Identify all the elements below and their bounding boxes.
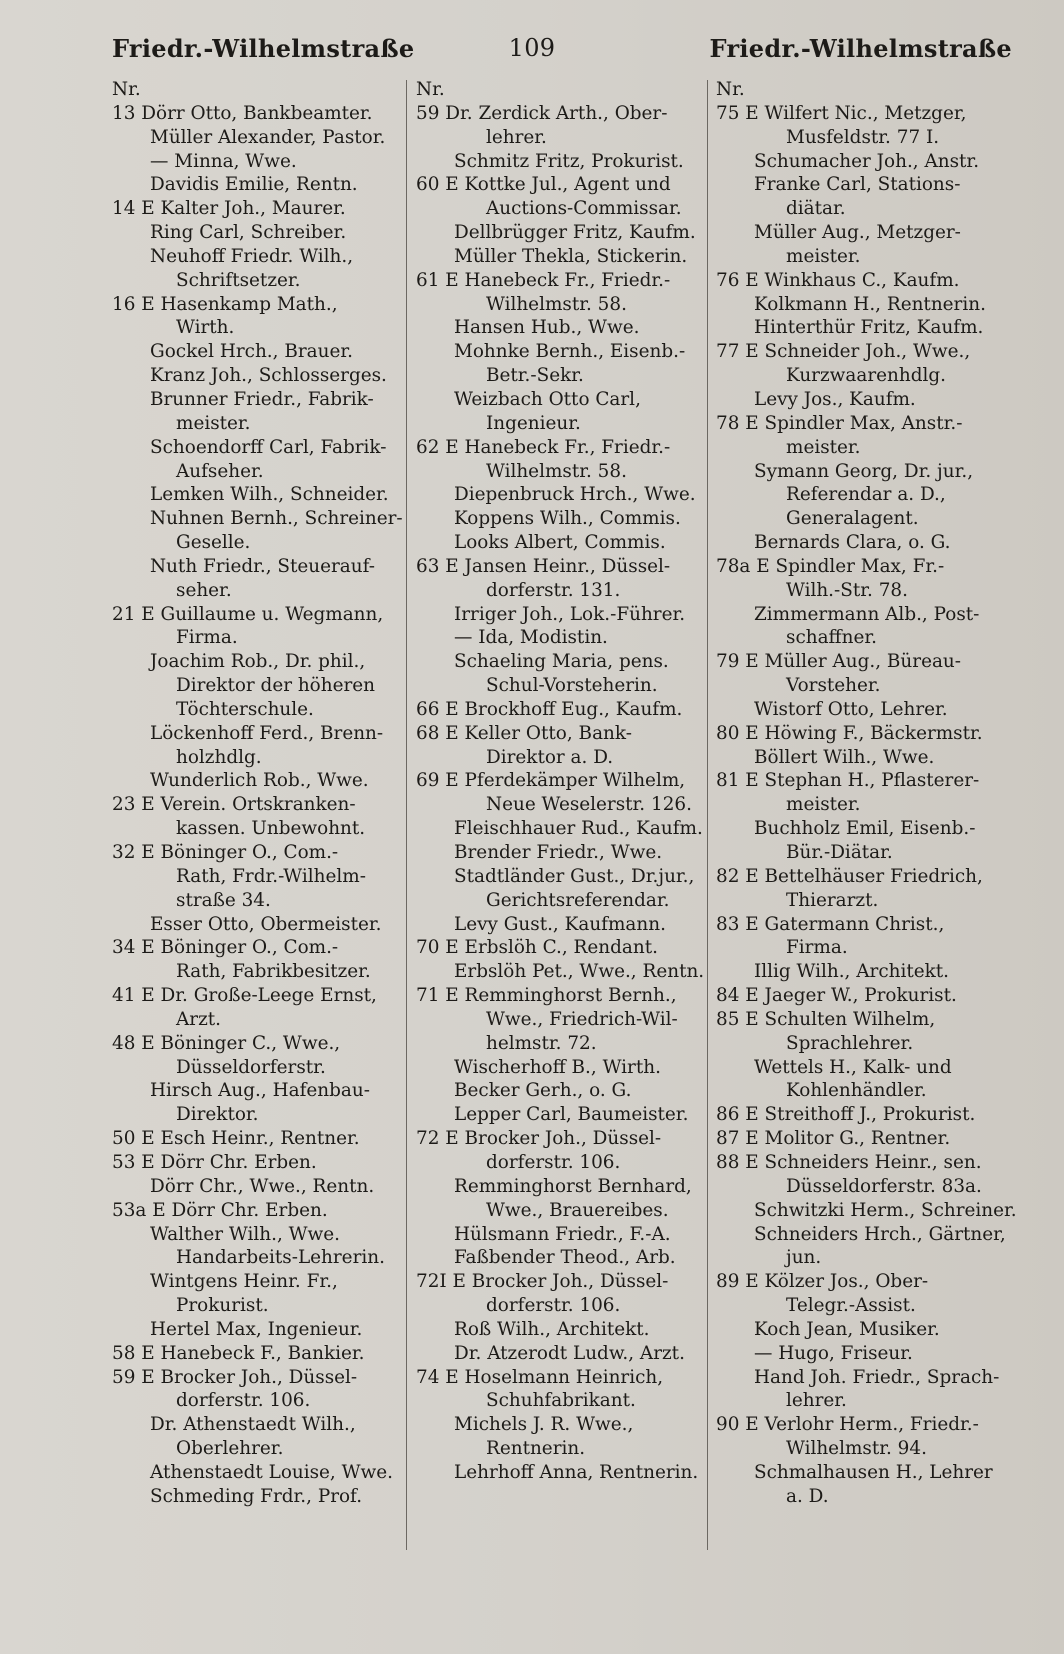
directory-line: Dr. Athenstaedt Wilh., — [150, 1414, 356, 1436]
directory-line: Schneiders Hrch., Gärtner, — [754, 1223, 1006, 1245]
directory-line: Franke Carl, Stations- — [754, 174, 961, 196]
directory-line: Hansen Hub., Wwe. — [454, 317, 640, 339]
directory-line: 81 E Stephan H., Pflasterer- — [716, 770, 980, 792]
column-divider — [707, 80, 708, 1550]
directory-line: 72I E Brocker Joh., Düssel- — [416, 1271, 669, 1293]
directory-line: kassen. Unbewohnt. — [176, 818, 366, 840]
directory-line: Betr.-Sekr. — [486, 365, 584, 387]
directory-line: Nuhnen Bernh., Schreiner- — [150, 508, 403, 530]
directory-line: Böllert Wilh., Wwe. — [754, 746, 935, 768]
directory-line: 76 E Winkhaus C., Kaufm. — [716, 269, 960, 291]
directory-line: 53 E Dörr Chr. Erben. — [112, 1151, 317, 1173]
directory-line: dorferstr. 131. — [486, 579, 621, 601]
directory-line: Diepenbruck Hrch., Wwe. — [454, 484, 696, 506]
directory-line: Handarbeits-Lehrerin. — [176, 1247, 385, 1269]
directory-line: 88 E Schneiders Heinr., sen. — [716, 1151, 982, 1173]
directory-line: Bernards Clara, o. G. — [754, 532, 951, 554]
directory-line: Gockel Hrch., Brauer. — [150, 341, 353, 363]
directory-line: Schumacher Joh., Anstr. — [754, 150, 980, 172]
directory-line: Athenstaedt Louise, Wwe. — [150, 1461, 394, 1483]
directory-line: Dörr Chr., Wwe., Rentn. — [150, 1175, 375, 1197]
directory-line: Töchterschule. — [176, 698, 314, 720]
directory-line: 70 E Erbslöh C., Rendant. — [416, 937, 658, 959]
directory-line: Schriftsetzer. — [176, 269, 301, 291]
directory-line: 34 E Böninger O., Com.- — [112, 937, 339, 959]
directory-line: Symann Georg, Dr. jur., — [754, 460, 974, 482]
directory-line: Rath, Fabrikbesitzer. — [176, 961, 371, 983]
directory-line: Wilh.-Str. 78. — [786, 579, 908, 601]
directory-line: lehrer. — [786, 1390, 847, 1412]
directory-line: Ingenieur. — [486, 412, 581, 434]
directory-line: diätar. — [786, 198, 846, 220]
directory-line: meister. — [786, 436, 861, 458]
directory-line: Schuhfabrikant. — [486, 1390, 636, 1412]
directory-line: Kohlenhändler. — [786, 1080, 927, 1102]
directory-line: Firma. — [786, 937, 848, 959]
directory-line: Schwitzki Herm., Schreiner. — [754, 1199, 1017, 1221]
directory-line: 71 E Remminghorst Bernh., — [416, 985, 677, 1007]
directory-line: 68 E Keller Otto, Bank- — [416, 722, 632, 744]
directory-line: Schmitz Fritz, Prokurist. — [454, 150, 684, 172]
directory-line: Lemken Wilh., Schneider. — [150, 484, 389, 506]
directory-line: Wilhelmstr. 94. — [786, 1438, 927, 1460]
directory-line: Zimmermann Alb., Post- — [754, 603, 980, 625]
directory-line: Generalagent. — [786, 508, 919, 530]
directory-line: Wunderlich Rob., Wwe. — [150, 770, 369, 792]
directory-line: Rentnerin. — [486, 1438, 586, 1460]
directory-line: 83 E Gatermann Christ., — [716, 913, 945, 935]
directory-line: meister. — [176, 412, 251, 434]
directory-line: 50 E Esch Heinr., Rentner. — [112, 1128, 360, 1150]
directory-line: 14 E Kalter Joh., Maurer. — [112, 198, 346, 220]
directory-line: Schul-Vorsteherin. — [486, 675, 658, 697]
directory-line: Schmalhausen H., Lehrer — [754, 1461, 993, 1483]
directory-line: — Hugo, Friseur. — [754, 1342, 913, 1364]
directory-line: Davidis Emilie, Rentn. — [150, 174, 358, 196]
directory-line: Koppens Wilh., Commis. — [454, 508, 681, 530]
directory-line: Esser Otto, Obermeister. — [150, 913, 382, 935]
directory-line: 62 E Hanebeck Fr., Friedr.- — [416, 436, 671, 458]
directory-line: Neue Weselerstr. 126. — [486, 794, 692, 816]
directory-line: 59 Dr. Zerdick Arth., Ober- — [416, 102, 668, 124]
directory-line: Lehrhoff Anna, Rentnerin. — [454, 1461, 699, 1483]
directory-line: 69 E Pferdekämper Wilhelm, — [416, 770, 686, 792]
directory-line: Prokurist. — [176, 1295, 269, 1317]
directory-line: Wintgens Heinr. Fr., — [150, 1271, 338, 1293]
column-divider — [406, 80, 407, 1550]
directory-line: Wirth. — [176, 317, 235, 339]
directory-line: Düsseldorferstr. — [176, 1056, 326, 1078]
directory-line: Referendar a. D., — [786, 484, 946, 506]
directory-line: Müller Aug., Metzger- — [754, 222, 961, 244]
directory-line: Levy Jos., Kaufm. — [754, 388, 916, 410]
directory-line: Vorsteher. — [786, 675, 881, 697]
directory-line: 41 E Dr. Große-Leege Ernst, — [112, 985, 377, 1007]
directory-line: 74 E Hoselmann Heinrich, — [416, 1366, 664, 1388]
directory-line: 85 E Schulten Wilhelm, — [716, 1008, 936, 1030]
directory-line: dorferstr. 106. — [486, 1151, 621, 1173]
directory-line: Dellbrügger Fritz, Kaufm. — [454, 222, 696, 244]
directory-line: Looks Albert, Commis. — [454, 532, 666, 554]
directory-line: Walther Wilh., Wwe. — [150, 1223, 341, 1245]
directory-line: Direktor. — [176, 1104, 259, 1126]
directory-line: 63 E Jansen Heinr., Düssel- — [416, 555, 671, 577]
directory-line: 61 E Hanebeck Fr., Friedr.- — [416, 269, 671, 291]
directory-line: Direktor a. D. — [486, 746, 614, 768]
directory-line: straße 34. — [176, 889, 271, 911]
directory-line: Roß Wilh., Architekt. — [454, 1318, 650, 1340]
directory-line: Hinterthür Fritz, Kaufm. — [754, 317, 984, 339]
directory-line: 82 E Bettelhäuser Friedrich, — [716, 865, 983, 887]
directory-line: Weizbach Otto Carl, — [454, 388, 641, 410]
directory-line: Erbslöh Pet., Wwe., Rentn. — [454, 961, 705, 983]
directory-line: Fleischhauer Rud., Kaufm. — [454, 818, 703, 840]
directory-line: dorferstr. 106. — [486, 1295, 621, 1317]
directory-line: Hirsch Aug., Hafenbau- — [150, 1080, 370, 1102]
directory-line: 21 E Guillaume u. Wegmann, — [112, 603, 384, 625]
directory-line: Dr. Atzerodt Ludw., Arzt. — [454, 1342, 685, 1364]
directory-line: Wistorf Otto, Lehrer. — [754, 698, 948, 720]
directory-line: 66 E Brockhoff Eug., Kaufm. — [416, 698, 683, 720]
directory-line: Schoendorff Carl, Fabrik- — [150, 436, 387, 458]
column-1 — [112, 78, 402, 1509]
directory-line: Nuth Friedr., Steuerauf- — [150, 555, 375, 577]
directory-line: Ring Carl, Schreiber. — [150, 222, 347, 244]
column-header: Nr. — [112, 79, 141, 100]
directory-line: 72 E Brocker Joh., Düssel- — [416, 1128, 662, 1150]
directory-line: Kranz Joh., Schlosserges. — [150, 365, 387, 387]
directory-line: Irriger Joh., Lok.-Führer. — [454, 603, 686, 625]
running-header-right: Friedr.-Wilhelmstraße — [709, 34, 1012, 63]
directory-line: Hertel Max, Ingenieur. — [150, 1318, 363, 1340]
directory-line: Brender Friedr., Wwe. — [454, 842, 663, 863]
directory-line: Remminghorst Bernhard, — [454, 1175, 692, 1197]
directory-line: 86 E Streithoff J., Prokurist. — [716, 1104, 976, 1126]
directory-line: Telegr.-Assist. — [786, 1295, 916, 1317]
directory-line: Stadtländer Gust., Dr.jur., — [454, 865, 695, 887]
directory-line: 90 E Verlohr Herm., Friedr.- — [716, 1414, 979, 1436]
directory-line: Schmeding Frdr., Prof. — [150, 1485, 363, 1507]
directory-line: 48 E Böninger C., Wwe., — [112, 1032, 341, 1054]
directory-line: Faßbender Theod., Arb. — [454, 1247, 676, 1269]
directory-line: 75 E Wilfert Nic., Metzger, — [716, 102, 967, 124]
directory-line: 58 E Hanebeck F., Bankier. — [112, 1342, 365, 1364]
column-3 — [716, 78, 1016, 1509]
directory-line: 80 E Höwing F., Bäckermstr. — [716, 722, 983, 744]
directory-line: 53a E Dörr Chr. Erben. — [112, 1199, 328, 1221]
directory-line: 77 E Schneider Joh., Wwe., — [716, 341, 971, 363]
directory-line: Mohnke Bernh., Eisenb.- — [454, 341, 686, 363]
directory-line: Kurzwaarenhdlg. — [786, 365, 946, 387]
directory-line: Oberlehrer. — [176, 1438, 284, 1460]
column-header: Nr. — [416, 79, 445, 100]
directory-line: Lepper Carl, Baumeister. — [454, 1104, 689, 1126]
directory-line: Joachim Rob., Dr. phil., — [150, 651, 366, 673]
directory-line: seher. — [176, 579, 232, 601]
directory-line: Müller Thekla, Stickerin. — [454, 245, 688, 267]
directory-line: 78 E Spindler Max, Anstr.- — [716, 412, 963, 434]
directory-line: Illig Wilh., Architekt. — [754, 961, 950, 983]
directory-line: Sprachlehrer. — [786, 1032, 914, 1054]
directory-line: Buchholz Emil, Eisenb.- — [754, 818, 976, 840]
directory-line: Musfeldstr. 77 I. — [786, 126, 940, 148]
column-2 — [416, 78, 705, 1485]
directory-line: Auctions-Commissar. — [486, 198, 682, 220]
directory-line: Wischerhoff B., Wirth. — [454, 1056, 661, 1078]
directory-line: Brunner Friedr., Fabrik- — [150, 388, 374, 410]
directory-line: 59 E Brocker Joh., Düssel- — [112, 1366, 358, 1388]
directory-line: Wettels H., Kalk- und — [754, 1056, 952, 1078]
directory-line: Löckenhoff Ferd., Brenn- — [150, 722, 384, 744]
directory-line: Wilhelmstr. 58. — [486, 293, 627, 315]
directory-line: — Minna, Wwe. — [150, 150, 297, 172]
directory-line: Levy Gust., Kaufmann. — [454, 913, 666, 935]
directory-line: Kolkmann H., Rentnerin. — [754, 293, 986, 315]
directory-line: Aufseher. — [176, 460, 264, 482]
directory-line: holzhdlg. — [176, 746, 262, 768]
directory-line: Direktor der höheren — [176, 675, 376, 697]
directory-line: Koch Jean, Musiker. — [754, 1318, 940, 1340]
directory-line: 89 E Kölzer Jos., Ober- — [716, 1271, 929, 1293]
directory-line: 60 E Kottke Jul., Agent und — [416, 174, 671, 196]
directory-line: 84 E Jaeger W., Prokurist. — [716, 985, 957, 1007]
directory-line: 16 E Hasenkamp Math., — [112, 293, 338, 315]
directory-line: meister. — [786, 245, 861, 267]
directory-line: Bür.-Diätar. — [786, 842, 893, 863]
directory-line: schaffner. — [786, 627, 877, 649]
directory-line: Düsseldorferstr. 83a. — [786, 1175, 982, 1197]
directory-line: lehrer. — [486, 126, 547, 148]
directory-line: Firma. — [176, 627, 238, 649]
column-header: Nr. — [716, 79, 745, 100]
directory-line: Thierarzt. — [786, 889, 879, 911]
directory-line: 23 E Verein. Ortskranken- — [112, 794, 356, 816]
directory-line: Hülsmann Friedr., F.-A. — [454, 1223, 671, 1245]
directory-line: Neuhoff Friedr. Wilh., — [150, 245, 354, 267]
directory-line: 87 E Molitor G., Rentner. — [716, 1128, 951, 1150]
directory-line: Rath, Frdr.-Wilhelm- — [176, 865, 366, 887]
directory-line: Michels J. R. Wwe., — [454, 1414, 634, 1436]
page-number: 109 — [508, 34, 556, 62]
directory-line: Wilhelmstr. 58. — [486, 460, 627, 482]
directory-line: 13 Dörr Otto, Bankbeamter. — [112, 102, 373, 124]
directory-line: Geselle. — [176, 532, 251, 554]
directory-line: Schaeling Maria, pens. — [454, 651, 669, 673]
directory-line: 79 E Müller Aug., Büreau- — [716, 651, 961, 673]
directory-line: 32 E Böninger O., Com.- — [112, 842, 339, 863]
directory-line: Becker Gerh., o. G. — [454, 1080, 632, 1102]
running-header-left: Friedr.-Wilhelmstraße — [112, 34, 415, 63]
directory-line: Gerichtsreferendar. — [486, 889, 670, 911]
directory-line: Arzt. — [176, 1008, 221, 1030]
directory-line: 78a E Spindler Max, Fr.- — [716, 555, 945, 577]
directory-line: Hand Joh. Friedr., Sprach- — [754, 1366, 1000, 1388]
directory-line: dorferstr. 106. — [176, 1390, 311, 1412]
directory-line: jun. — [786, 1247, 822, 1269]
directory-line: Müller Alexander, Pastor. — [150, 126, 386, 148]
directory-line: meister. — [786, 794, 861, 816]
directory-line: Wwe., Friedrich-Wil- — [486, 1008, 678, 1030]
directory-line: helmstr. 72. — [486, 1032, 597, 1054]
directory-line: a. D. — [786, 1485, 829, 1507]
directory-line: Wwe., Brauereibes. — [486, 1199, 669, 1221]
directory-line: — Ida, Modistin. — [454, 627, 608, 649]
